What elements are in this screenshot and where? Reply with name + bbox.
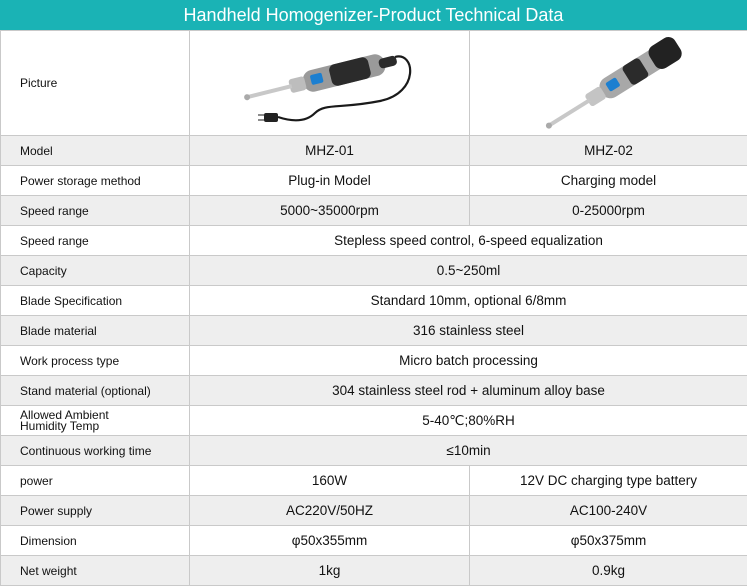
row-label: power xyxy=(1,466,190,496)
row-value-shared: 5-40℃;80%RH xyxy=(190,406,747,436)
row-label: Blade material xyxy=(1,316,190,346)
row-label: Capacity xyxy=(1,256,190,286)
row-label: Model xyxy=(1,136,190,166)
row-value-mhz-02: φ50x375mm xyxy=(470,526,747,556)
spec-rows xyxy=(1,136,747,586)
picture-cell-mhz-01 xyxy=(190,31,470,136)
row-value-mhz-01: Plug-in Model xyxy=(190,166,470,196)
table-row xyxy=(1,196,747,226)
table-row xyxy=(1,316,747,346)
row-label: Speed range xyxy=(1,226,190,256)
row-value-mhz-01: AC220V/50HZ xyxy=(190,496,470,526)
row-value-mhz-01: 5000~35000rpm xyxy=(190,196,470,226)
row-label: Power supply xyxy=(1,496,190,526)
table-row xyxy=(1,166,747,196)
row-value-mhz-02: MHZ-02 xyxy=(470,136,747,166)
table-row-picture xyxy=(1,31,747,136)
row-label: Stand material (optional) xyxy=(1,376,190,406)
table-row xyxy=(1,556,747,586)
row-label-line: Allowed Ambient xyxy=(20,407,109,422)
row-value-shared: 0.5~250ml xyxy=(190,256,747,286)
row-value-mhz-02: 0-25000rpm xyxy=(470,196,747,226)
row-label xyxy=(1,406,190,436)
table-row xyxy=(1,256,747,286)
table-row xyxy=(1,136,747,166)
table-row xyxy=(1,466,747,496)
table-row xyxy=(1,226,747,256)
picture-cell-mhz-02 xyxy=(470,31,747,136)
row-value-shared: Stepless speed control, 6-speed equalization xyxy=(190,226,747,256)
row-value-shared: ≤10min xyxy=(190,436,747,466)
corded-homogenizer-icon xyxy=(230,33,430,133)
row-label: Dimension xyxy=(1,526,190,556)
row-value-mhz-01: φ50x355mm xyxy=(190,526,470,556)
row-label: Power storage method xyxy=(1,166,190,196)
row-value-mhz-01: 1kg xyxy=(190,556,470,586)
page-title: Handheld Homogenizer-Product Technical Data xyxy=(0,0,747,30)
table-row xyxy=(1,496,747,526)
row-value-shared: Micro batch processing xyxy=(190,346,747,376)
row-label: Work process type xyxy=(1,346,190,376)
row-value-shared: 316 stainless steel xyxy=(190,316,747,346)
row-label: Continuous working time xyxy=(1,436,190,466)
row-label: Picture xyxy=(1,31,190,136)
row-label-line: Humidity Temp xyxy=(20,418,100,433)
table-row xyxy=(1,406,747,436)
row-value-mhz-01: MHZ-01 xyxy=(190,136,470,166)
row-value-mhz-02: 0.9kg xyxy=(470,556,747,586)
row-value-mhz-02: Charging model xyxy=(470,166,747,196)
row-label: Net weight xyxy=(1,556,190,586)
cordless-homogenizer-icon xyxy=(509,33,709,133)
row-value-mhz-02: AC100-240V xyxy=(470,496,747,526)
row-label: Blade Specification xyxy=(1,286,190,316)
row-label: Speed range xyxy=(1,196,190,226)
row-value-shared: 304 stainless steel rod + aluminum alloy base xyxy=(190,376,747,406)
row-value-shared: Standard 10mm, optional 6/8mm xyxy=(190,286,747,316)
table-row xyxy=(1,436,747,466)
row-value-mhz-01: 160W xyxy=(190,466,470,496)
table-row xyxy=(1,376,747,406)
table-row xyxy=(1,346,747,376)
table-row xyxy=(1,526,747,556)
spec-table xyxy=(0,30,747,586)
row-value-mhz-02: 12V DC charging type battery xyxy=(470,466,747,496)
table-row xyxy=(1,286,747,316)
